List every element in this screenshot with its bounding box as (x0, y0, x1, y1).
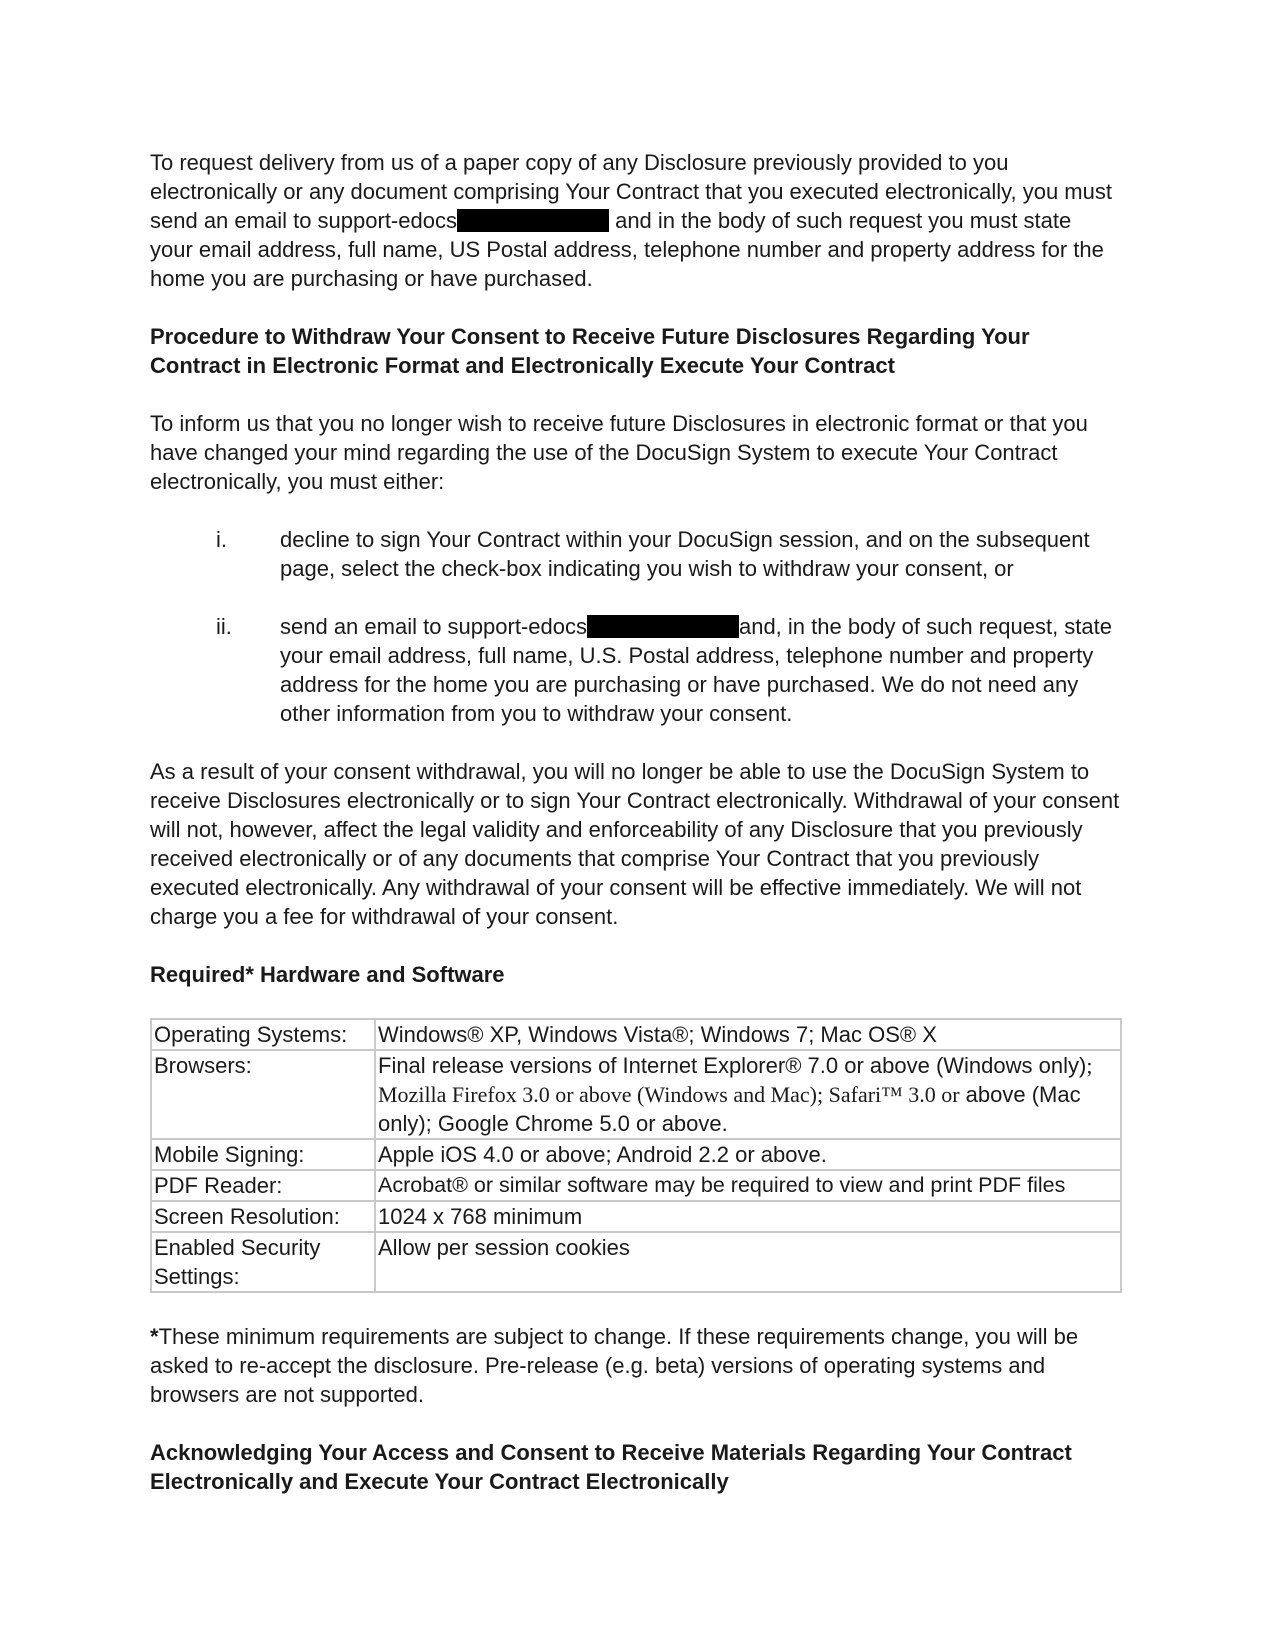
table-cell-label: Enabled Security Settings: (151, 1232, 375, 1292)
table-cell-value: Acrobat® or similar software may be required to view and print PDF files (375, 1170, 1121, 1201)
table-cell-value: Allow per session cookies (375, 1232, 1121, 1292)
table-cell-value: Final release versions of Internet Explorer® 7.0 or above (Windows only); Mozilla Firefox 3.0 or above (Windows and Mac); Safari™ 3.0 or above (Mac only); Google Chrome 5.0 or above. (375, 1050, 1121, 1139)
table-row (151, 1170, 1121, 1201)
list-marker: ii. (216, 614, 232, 639)
list-item-text: send an email to support-edocs and, in the body of such request, state your email address, full name, U.S. Postal address, telephone number and property address for the home you are purchasing or have purchased. We do not need any other information from you to withdraw your consent. (280, 614, 1112, 726)
acknowledging-heading: Acknowledging Your Access and Consent to Receive Materials Regarding Your Contract Electronically and Execute Your Contract Electronically (150, 1440, 1072, 1494)
table-cell-value: Windows® XP, Windows Vista®; Windows 7; Mac OS® X (375, 1019, 1121, 1050)
table-cell-value: Apple iOS 4.0 or above; Android 2.2 or above. (375, 1139, 1121, 1170)
table-row (151, 1139, 1121, 1170)
table-row (151, 1019, 1121, 1050)
table-cell-label: Screen Resolution: (151, 1201, 375, 1232)
table-cell-label: Browsers: (151, 1050, 375, 1139)
list-item (150, 525, 1120, 583)
hardware-software-heading: Required* Hardware and Software (150, 962, 505, 987)
withdraw-intro-paragraph: To inform us that you no longer wish to receive future Disclosures in electronic format or that you have changed your mind regarding the use of the DocuSign System to execute Your Contract electronically, you must either: (150, 411, 1088, 494)
redaction-block (587, 615, 739, 638)
list-marker: i. (216, 527, 227, 552)
table-cell-value: 1024 x 768 minimum (375, 1201, 1121, 1232)
table-row (151, 1201, 1121, 1232)
table-row (151, 1050, 1121, 1139)
table-cell-label: PDF Reader: (151, 1170, 375, 1201)
document-page (150, 148, 1120, 1525)
withdrawal-result-paragraph: As a result of your consent withdrawal, you will no longer be able to use the DocuSign System to receive Disclosures electronically or to sign Your Contract electronically. Withdrawal of your consent will not, however, affect the legal validity and enforceability of any Disclosure that you previously received electronically or of any documents that comprise Your Contract that you previously executed electronically. Any withdrawal of your consent will be effective immediately. We will not charge you a fee for withdrawal of your consent. (150, 759, 1120, 929)
table-cell-label: Operating Systems: (151, 1019, 375, 1050)
list-item-text: decline to sign Your Contract within your DocuSign session, and on the subsequent page, select the check-box indicating you wish to withdraw your consent, or (280, 527, 1090, 581)
withdraw-options-list (150, 525, 1120, 728)
paper-copy-paragraph: To request delivery from us of a paper copy of any Disclosure previously provided to you electronically or any document comprising Your Contract that you executed electronically, you must send an email to support-edocs and in the body of such request you must state your email address, full name, US Postal address, telephone number and property address for the home you are purchasing or have purchased. (150, 150, 1112, 291)
requirements-table (150, 1018, 1122, 1293)
table-cell-label: Mobile Signing: (151, 1139, 375, 1170)
list-item (150, 612, 1120, 728)
withdraw-consent-heading: Procedure to Withdraw Your Consent to Receive Future Disclosures Regarding Your Contract in Electronic Format and Electronically Execute Your Contract (150, 324, 1030, 378)
requirements-note: *These minimum requirements are subject to change. If these requirements change, you will be asked to re-accept the disclosure. Pre-release (e.g. beta) versions of operating systems and browsers are not supported. (150, 1324, 1079, 1407)
table-row (151, 1232, 1121, 1292)
redaction-block (457, 209, 609, 232)
